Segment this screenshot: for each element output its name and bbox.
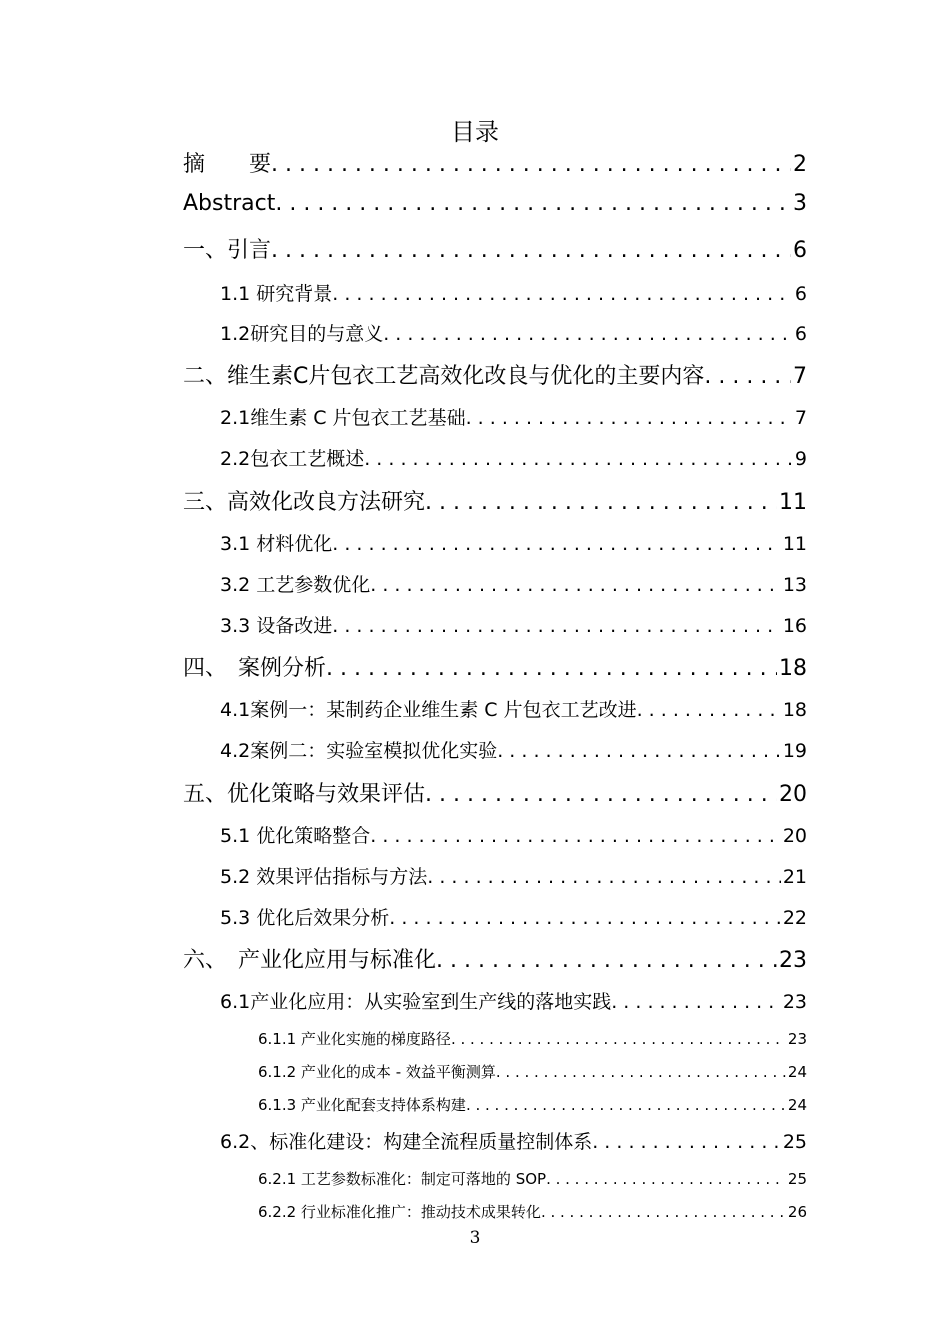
toc-entry-text: 6.2、标准化建设：构建全流程质量控制体系 (220, 1131, 593, 1153)
toc-entry-page: 11 (779, 490, 807, 515)
toc-entry-5-3[interactable] (220, 903, 807, 930)
toc-entry-text: 四、 案例分析 (183, 656, 327, 681)
toc-entry-page: 23 (782, 991, 807, 1013)
toc-leader-dots (271, 152, 791, 177)
toc-leader-dots (451, 1030, 786, 1048)
toc-entry-page: 7 (794, 407, 807, 429)
toc-entry-page: 18 (782, 699, 807, 721)
toc-leader-dots (611, 991, 781, 1013)
toc-leader-dots (332, 283, 793, 305)
toc-entry-6-1-3[interactable] (258, 1094, 807, 1115)
toc-leader-dots (592, 1131, 781, 1153)
toc-leader-dots (332, 615, 781, 637)
toc-leader-dots (497, 740, 781, 762)
toc-entry-text: 2.1维生素 C 片包衣工艺基础 (220, 407, 466, 429)
toc-entry-2-1[interactable] (220, 403, 807, 430)
toc-entry-chapter-4[interactable] (183, 651, 807, 682)
toc-leader-dots (546, 1170, 786, 1188)
toc-leader-dots (466, 1096, 786, 1114)
toc-entry-text: 5.3 优化后效果分析 (220, 907, 390, 929)
toc-entry-1-2[interactable] (220, 319, 807, 346)
toc-leader-dots (364, 448, 793, 470)
toc-leader-dots (704, 364, 791, 389)
toc-entry-page: 3 (793, 191, 807, 216)
toc-entry-page: 21 (782, 866, 807, 888)
toc-entry-page: 24 (787, 1096, 807, 1114)
toc-leader-dots (275, 191, 791, 216)
toc-entry-page: 24 (787, 1063, 807, 1081)
toc-entry-text: 1.1 研究背景 (220, 283, 333, 305)
toc-leader-dots (271, 238, 791, 263)
toc-entry-text: 六、 产业化应用与标准化 (183, 948, 437, 973)
toc-entry-text: 1.2研究目的与意义 (220, 323, 384, 345)
toc-entry-text: 一、引言 (183, 238, 272, 263)
toc-entry-text: 5.2 效果评估指标与方法 (220, 866, 428, 888)
toc-entry-text: 6.2.1 工艺参数标准化：制定可落地的 SOP (258, 1170, 547, 1188)
toc-entry-text: 6.1.3 产业化配套支持体系构建 (258, 1096, 466, 1114)
toc-entry-page: 19 (782, 740, 807, 762)
toc-entry-page: 16 (782, 615, 807, 637)
toc-entry-3-3[interactable] (220, 611, 807, 638)
toc-entry-page: 6 (794, 323, 807, 345)
toc-entry-5-2[interactable] (220, 862, 807, 889)
page-number: 3 (469, 1228, 481, 1248)
toc-entry-6-2-1[interactable] (258, 1168, 807, 1189)
toc-entry-6-1-1[interactable] (258, 1028, 807, 1049)
toc-entry-page: 25 (782, 1131, 807, 1153)
toc-entry-chapter-5[interactable] (183, 777, 807, 808)
toc-leader-dots (425, 490, 777, 515)
toc-leader-dots (425, 782, 777, 807)
toc-entry-text: 五、优化策略与效果评估 (183, 782, 426, 807)
toc-leader-dots (383, 323, 793, 345)
toc-leader-dots (389, 907, 781, 929)
toc-entry-6-1[interactable] (220, 987, 807, 1014)
toc-entry-page: 20 (779, 782, 807, 807)
toc-entry-abstract-en[interactable] (183, 191, 807, 216)
toc-entry-page: 26 (787, 1203, 807, 1221)
toc-entry-page: 22 (782, 907, 807, 929)
toc-leader-dots (637, 699, 781, 721)
toc-leader-dots (370, 825, 781, 847)
toc-entry-6-1-2[interactable] (258, 1061, 807, 1082)
toc-entry-text: 三、高效化改良方法研究 (183, 490, 426, 515)
toc-entry-5-1[interactable] (220, 821, 807, 848)
toc-entry-text: 4.2案例二：实验室模拟优化实验 (220, 740, 498, 762)
toc-entry-page: 13 (782, 574, 807, 596)
toc-leader-dots (436, 948, 777, 973)
toc-entry-3-2[interactable] (220, 570, 807, 597)
toc-entry-abstract-cn[interactable] (183, 147, 807, 178)
toc-entry-text: 二、维生素C片包衣工艺高效化改良与优化的主要内容 (183, 364, 705, 389)
toc-entry-text: 6.1产业化应用：从实验室到生产线的落地实践 (220, 991, 612, 1013)
toc-entry-text: 3.2 工艺参数优化 (220, 574, 371, 596)
toc-entry-chapter-6[interactable] (183, 943, 807, 974)
toc-entry-chapter-2[interactable] (183, 359, 807, 390)
toc-entry-1-1[interactable] (220, 279, 807, 306)
toc-entry-4-2[interactable] (220, 736, 807, 763)
toc-entry-text: 6.2.2 行业标准化推广：推动技术成果转化 (258, 1203, 541, 1221)
toc-entry-3-1[interactable] (220, 529, 807, 556)
toc-entry-text: 摘 要 (183, 152, 272, 177)
toc-entry-6-2-2[interactable] (258, 1201, 807, 1222)
toc-leader-dots (332, 533, 781, 555)
toc-entry-2-2[interactable] (220, 444, 807, 471)
toc-title: 目录 (451, 118, 499, 146)
toc-leader-dots (541, 1203, 786, 1221)
toc-entry-6-2[interactable] (220, 1127, 807, 1154)
toc-entry-page: 23 (779, 948, 807, 973)
toc-entry-text: 3.3 设备改进 (220, 615, 333, 637)
toc-entry-chapter-1[interactable] (183, 233, 807, 264)
toc-entry-page: 23 (787, 1030, 807, 1048)
toc-entry-text: 6.1.2 产业化的成本 - 效益平衡测算 (258, 1063, 496, 1081)
toc-entry-text: 6.1.1 产业化实施的梯度路径 (258, 1030, 451, 1048)
toc-entry-text: 3.1 材料优化 (220, 533, 333, 555)
toc-entry-page: 6 (793, 238, 807, 263)
toc-leader-dots (370, 574, 781, 596)
toc-entry-text: Abstract (183, 191, 276, 216)
toc-entry-page: 9 (794, 448, 807, 470)
toc-entry-chapter-3[interactable] (183, 485, 807, 516)
toc-leader-dots (496, 1063, 786, 1081)
toc-leader-dots (466, 407, 793, 429)
toc-entry-page: 7 (793, 364, 807, 389)
toc-leader-dots (427, 866, 781, 888)
toc-entry-text: 5.1 优化策略整合 (220, 825, 371, 847)
toc-entry-page: 18 (779, 656, 807, 681)
toc-entry-text: 4.1案例一：某制药企业维生素 C 片包衣工艺改进 (220, 699, 637, 721)
toc-entry-page: 6 (794, 283, 807, 305)
toc-entry-page: 2 (793, 152, 807, 177)
toc-entry-page: 20 (782, 825, 807, 847)
toc-entry-text: 2.2包衣工艺概述 (220, 448, 365, 470)
toc-leader-dots (326, 656, 777, 681)
toc-entry-page: 11 (782, 533, 807, 555)
toc-entry-page: 25 (787, 1170, 807, 1188)
toc-entry-4-1[interactable] (220, 695, 807, 722)
